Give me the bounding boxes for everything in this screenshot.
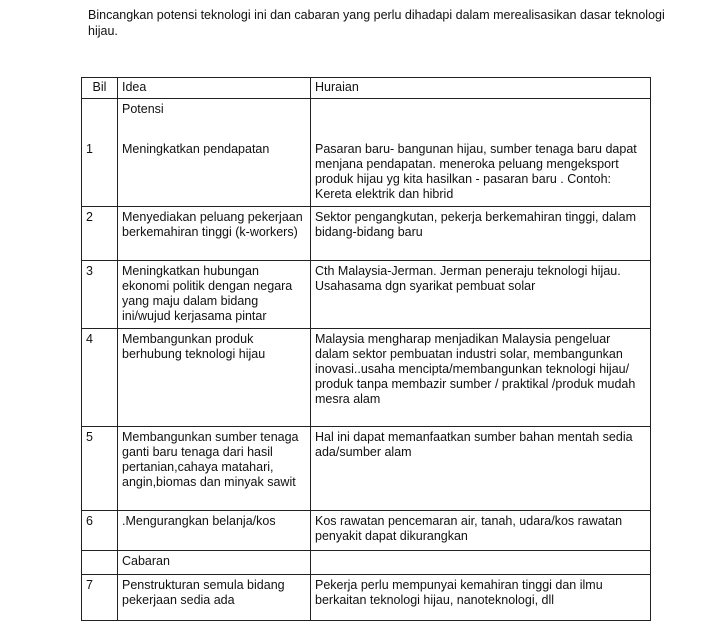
section-cabaran-empty [82,551,118,575]
row-bil: 3 [82,261,118,329]
table-row [82,119,651,207]
question-text: Bincangkan potensi teknologi ini dan cabaran yang perlu dihadapi dalam merealisasikan dasar teknologi hijau. [88,8,665,38]
row-idea: Menyediakan peluang pekerjaan berkemahiran tinggi (k-workers) [118,207,311,261]
row-bil: 4 [82,329,118,427]
section-potensi-empty [82,99,118,120]
table-row [82,329,651,427]
row-idea: Meningkatkan pendapatan [118,119,311,207]
row-idea: Penstrukturan semula bidang pekerjaan sedia ada [118,575,311,621]
row-bil: 1 [82,119,118,207]
row-huraian: Malaysia mengharap menjadikan Malaysia pengeluar dalam sektor pembuatan industri solar, membangunkan inovasi..usaha mencipta/membangunkan teknologi hijau/ produk tanpa membazir sumber / praktikal /produk mudah mesra alam [311,329,651,427]
row-huraian: Pekerja perlu mempunyai kemahiran tinggi dan ilmu berkaitan teknologi hijau, nanoteknologi, dll [311,575,651,621]
row-idea: Membangunkan produk berhubung teknologi hijau [118,329,311,427]
row-huraian: Kos rawatan pencemaran air, tanah, udara/kos rawatan penyakit dapat dikurangkan [311,511,651,551]
table-row [82,575,651,621]
section-cabaran-label: Cabaran [118,551,311,575]
section-row-potensi [82,99,651,120]
row-bil: 7 [82,575,118,621]
table-header-row [82,78,651,99]
row-huraian: Pasaran baru- bangunan hijau, sumber tenaga baru dapat menjana pendapatan. meneroka peluang mengeksport produk hijau yg kita hasilkan - pasaran baru . Contoh: Kereta elektrik dan hibrid [311,119,651,207]
row-idea: Membangunkan sumber tenaga ganti baru tenaga dari hasil pertanian,cahaya matahari, angin,biomas dan minyak sawit [118,427,311,511]
table-row [82,207,651,261]
row-bil: 6 [82,511,118,551]
table-row [82,511,651,551]
row-bil: 2 [82,207,118,261]
section-potensi-label: Potensi [118,99,311,120]
table-row [82,427,651,511]
header-bil: Bil [82,78,118,99]
row-huraian: Cth Malaysia-Jerman. Jerman peneraju teknologi hijau. Usahasama dgn syarikat pembuat solar [311,261,651,329]
section-potensi-desc [311,99,651,120]
header-huraian: Huraian [311,78,651,99]
section-row-cabaran [82,551,651,575]
table-row [82,261,651,329]
section-cabaran-desc [311,551,651,575]
row-huraian: Hal ini dapat memanfaatkan sumber bahan mentah sedia ada/sumber alam [311,427,651,511]
header-idea: Idea [118,78,311,99]
row-idea: Meningkatkan hubungan ekonomi politik dengan negara yang maju dalam bidang ini/wujud kerjasama pintar [118,261,311,329]
row-bil: 5 [82,427,118,511]
potensi-cabaran-table [81,77,651,621]
row-idea: .Mengurangkan belanja/kos [118,511,311,551]
row-huraian: Sektor pengangkutan, pekerja berkemahiran tinggi, dalam bidang-bidang baru [311,207,651,261]
